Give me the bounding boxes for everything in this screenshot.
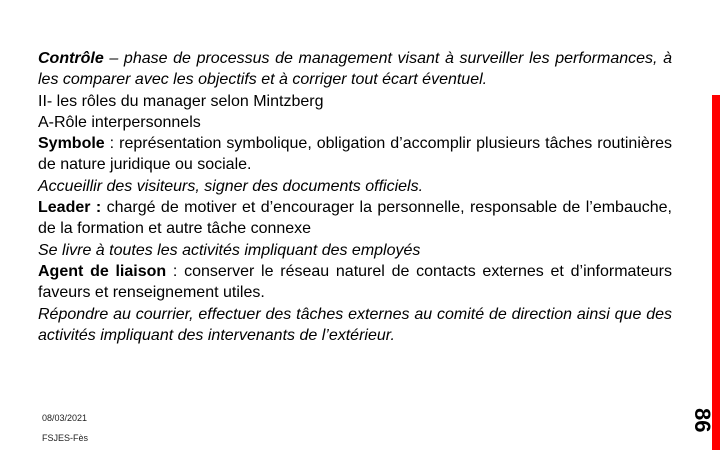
subsection-heading-interpersonnels: A-Rôle interpersonnels: [38, 113, 201, 131]
definition-agent-liaison: : conserver le réseau naturel de contacts externes et d’informateurs faveurs et renseignement utiles.: [38, 262, 672, 302]
example-leader: Se livre à toutes les activités impliquant des employés: [38, 241, 421, 259]
paragraph-symbole: [38, 133, 672, 176]
example-agent-liaison: Répondre au courrier, effectuer des tâches externes au comité de direction ainsi que des activités impliquant des intervenants de l’extérieur.: [38, 305, 672, 344]
footer-organization: FSJES-Fès: [42, 433, 89, 443]
footer-date: 08/03/2021: [42, 413, 88, 423]
term-agent-liaison: Agent de liaison: [38, 262, 167, 280]
definition-leader: chargé de motiver et d’encourager la personnelle, responsable de l’embauche, de la formation et autre tâche connexe: [38, 199, 672, 238]
definition-controle: – phase de processus de management visant à surveiller les performances, à les comparer avec les objectifs et à corriger tout écart éventuel.: [38, 50, 672, 89]
example-symbole: Accueillir des visiteurs, signer des documents officiels.: [38, 177, 424, 195]
paragraph-leader: [38, 197, 672, 240]
term-controle: Contrôle: [38, 50, 104, 67]
paragraph-agent-liaison: [38, 261, 672, 304]
page-number: 86: [690, 408, 715, 433]
term-leader: Leader :: [38, 199, 102, 217]
definition-symbole: : représentation symbolique, obligation d’accomplir plusieurs tâches routinières de nature juridique ou sociale.: [38, 135, 672, 174]
term-symbole: Symbole: [38, 135, 105, 153]
paragraph-controle: [38, 48, 672, 91]
section-heading-roles: II- les rôles du manager selon Mintzberg: [38, 92, 324, 110]
accent-bar: [712, 95, 720, 450]
slide-body: [38, 48, 672, 346]
